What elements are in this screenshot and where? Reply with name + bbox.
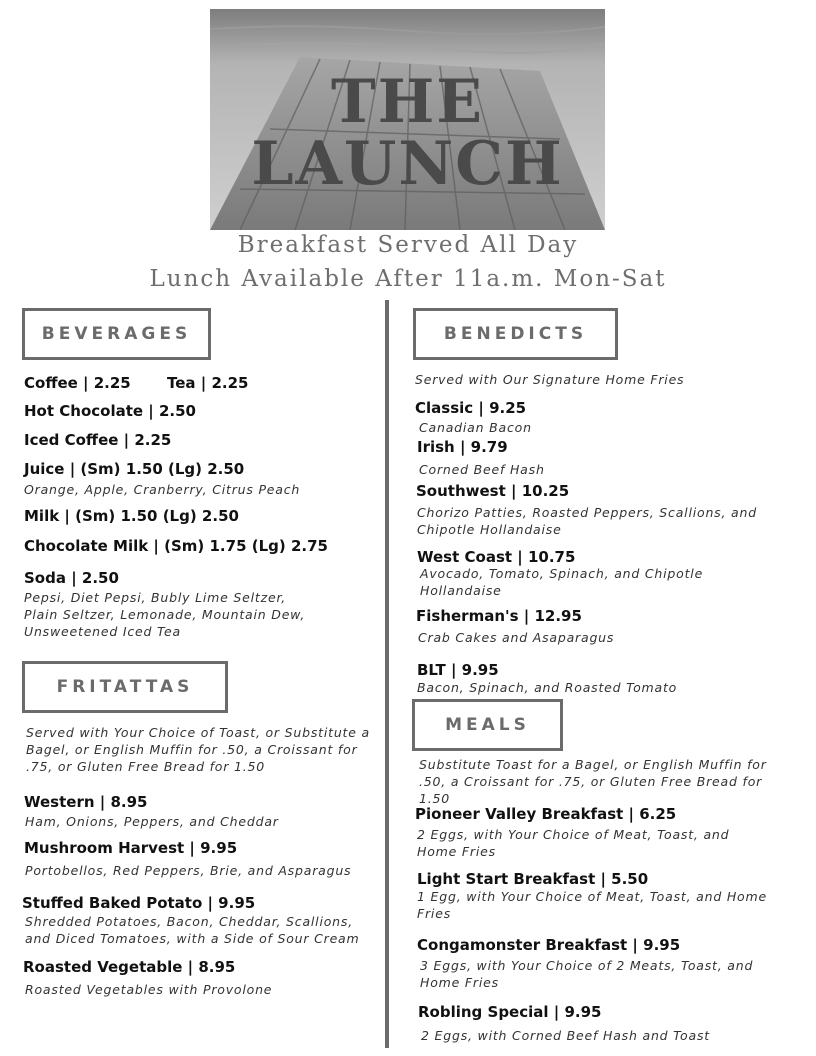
classic-description: Canadian Bacon xyxy=(419,420,532,435)
stuffed-baked-potato-item: Stuffed Baked Potato | 9.95 xyxy=(22,894,256,912)
soda-item: Soda | 2.50 xyxy=(24,569,119,587)
mushroom-harvest-item: Mushroom Harvest | 9.95 xyxy=(24,839,238,857)
western-description: Ham, Onions, Peppers, and Cheddar xyxy=(25,814,279,829)
blt-item: BLT | 9.95 xyxy=(417,661,499,679)
chocolate-milk-item: Chocolate Milk | (Sm) 1.75 (Lg) 2.75 xyxy=(24,537,328,555)
robling-special-description: 2 Eggs, with Corned Beef Hash and Toast xyxy=(421,1028,710,1043)
subtitle-lunch: Lunch Available After 11a.m. Mon-Sat xyxy=(149,266,667,292)
soda-description: Pepsi, Diet Pepsi, Bubly Lime Seltzer, Plain Seltzer, Lemonade, Mountain Dew, Unsweetened Iced Tea xyxy=(24,590,306,639)
subtitle-breakfast: Breakfast Served All Day xyxy=(237,232,579,258)
fishermans-description: Crab Cakes and Asaparagus xyxy=(418,630,615,645)
juice-description: Orange, Apple, Cranberry, Citrus Peach xyxy=(24,482,301,497)
fritattas-intro: Served with Your Choice of Toast, or Substitute a Bagel, or English Muffin for .50, a Croissant for .75, or Gluten Free Bread for 1.50 xyxy=(26,725,370,774)
benedicts-intro: Served with Our Signature Home Fries xyxy=(415,372,685,387)
stuffed-baked-potato-description: Shredded Potatoes, Bacon, Cheddar, Scallions, and Diced Tomatoes, with a Side of Sour Cream xyxy=(25,914,360,946)
logo-launch: LAUNCH xyxy=(251,129,564,199)
classic-item: Classic | 9.25 xyxy=(415,399,527,417)
blt-description: Bacon, Spinach, and Roasted Tomato xyxy=(417,680,678,695)
congamonster-item: Congamonster Breakfast | 9.95 xyxy=(417,936,681,954)
western-item: Western | 8.95 xyxy=(24,793,148,811)
beverages-heading: BEVERAGES xyxy=(22,308,211,360)
hot-chocolate-item: Hot Chocolate | 2.50 xyxy=(24,402,196,420)
west-coast-item: West Coast | 10.75 xyxy=(417,548,576,566)
fritattas-heading: FRITATTAS xyxy=(22,661,228,713)
mushroom-harvest-description: Portobellos, Red Peppers, Brie, and Asparagus xyxy=(25,863,352,878)
pioneer-valley-description: 2 Eggs, with Your Choice of Meat, Toast, and Home Fries xyxy=(417,827,730,859)
juice-item: Juice | (Sm) 1.50 (Lg) 2.50 xyxy=(24,460,245,478)
robling-special-item: Robling Special | 9.95 xyxy=(418,1003,602,1021)
irish-item: Irish | 9.79 xyxy=(417,438,508,456)
light-start-item: Light Start Breakfast | 5.50 xyxy=(417,870,649,888)
light-start-description: 1 Egg, with Your Choice of Meat, Toast, and Home Fries xyxy=(417,889,767,921)
southwest-description: Chorizo Patties, Roasted Peppers, Scallions, and Chipotle Hollandaise xyxy=(417,505,757,537)
fishermans-item: Fisherman's | 12.95 xyxy=(416,607,582,625)
benedicts-heading: BENEDICTS xyxy=(413,308,618,360)
hero-dock-image xyxy=(210,9,605,230)
milk-item: Milk | (Sm) 1.50 (Lg) 2.50 xyxy=(24,507,239,525)
pioneer-valley-item: Pioneer Valley Breakfast | 6.25 xyxy=(415,805,677,823)
meals-intro: Substitute Toast for a Bagel, or English Muffin for .50, a Croissant for .75, or Gluten Free Bread for 1.50 xyxy=(419,757,767,806)
southwest-item: Southwest | 10.25 xyxy=(416,482,570,500)
column-divider xyxy=(385,300,389,1048)
west-coast-description: Avocado, Tomato, Spinach, and Chipotle Hollandaise xyxy=(420,566,704,598)
roasted-vegetable-description: Roasted Vegetables with Provolone xyxy=(25,982,273,997)
iced-coffee-item: Iced Coffee | 2.25 xyxy=(24,431,172,449)
congamonster-description: 3 Eggs, with Your Choice of 2 Meats, Toast, and Home Fries xyxy=(420,958,754,990)
roasted-vegetable-item: Roasted Vegetable | 8.95 xyxy=(23,958,236,976)
logo-the: THE xyxy=(330,67,485,137)
meals-heading: MEALS xyxy=(412,699,563,751)
tea-item: Tea | 2.25 xyxy=(167,374,249,392)
irish-description: Corned Beef Hash xyxy=(419,462,545,477)
coffee-item: Coffee | 2.25 xyxy=(24,374,131,392)
